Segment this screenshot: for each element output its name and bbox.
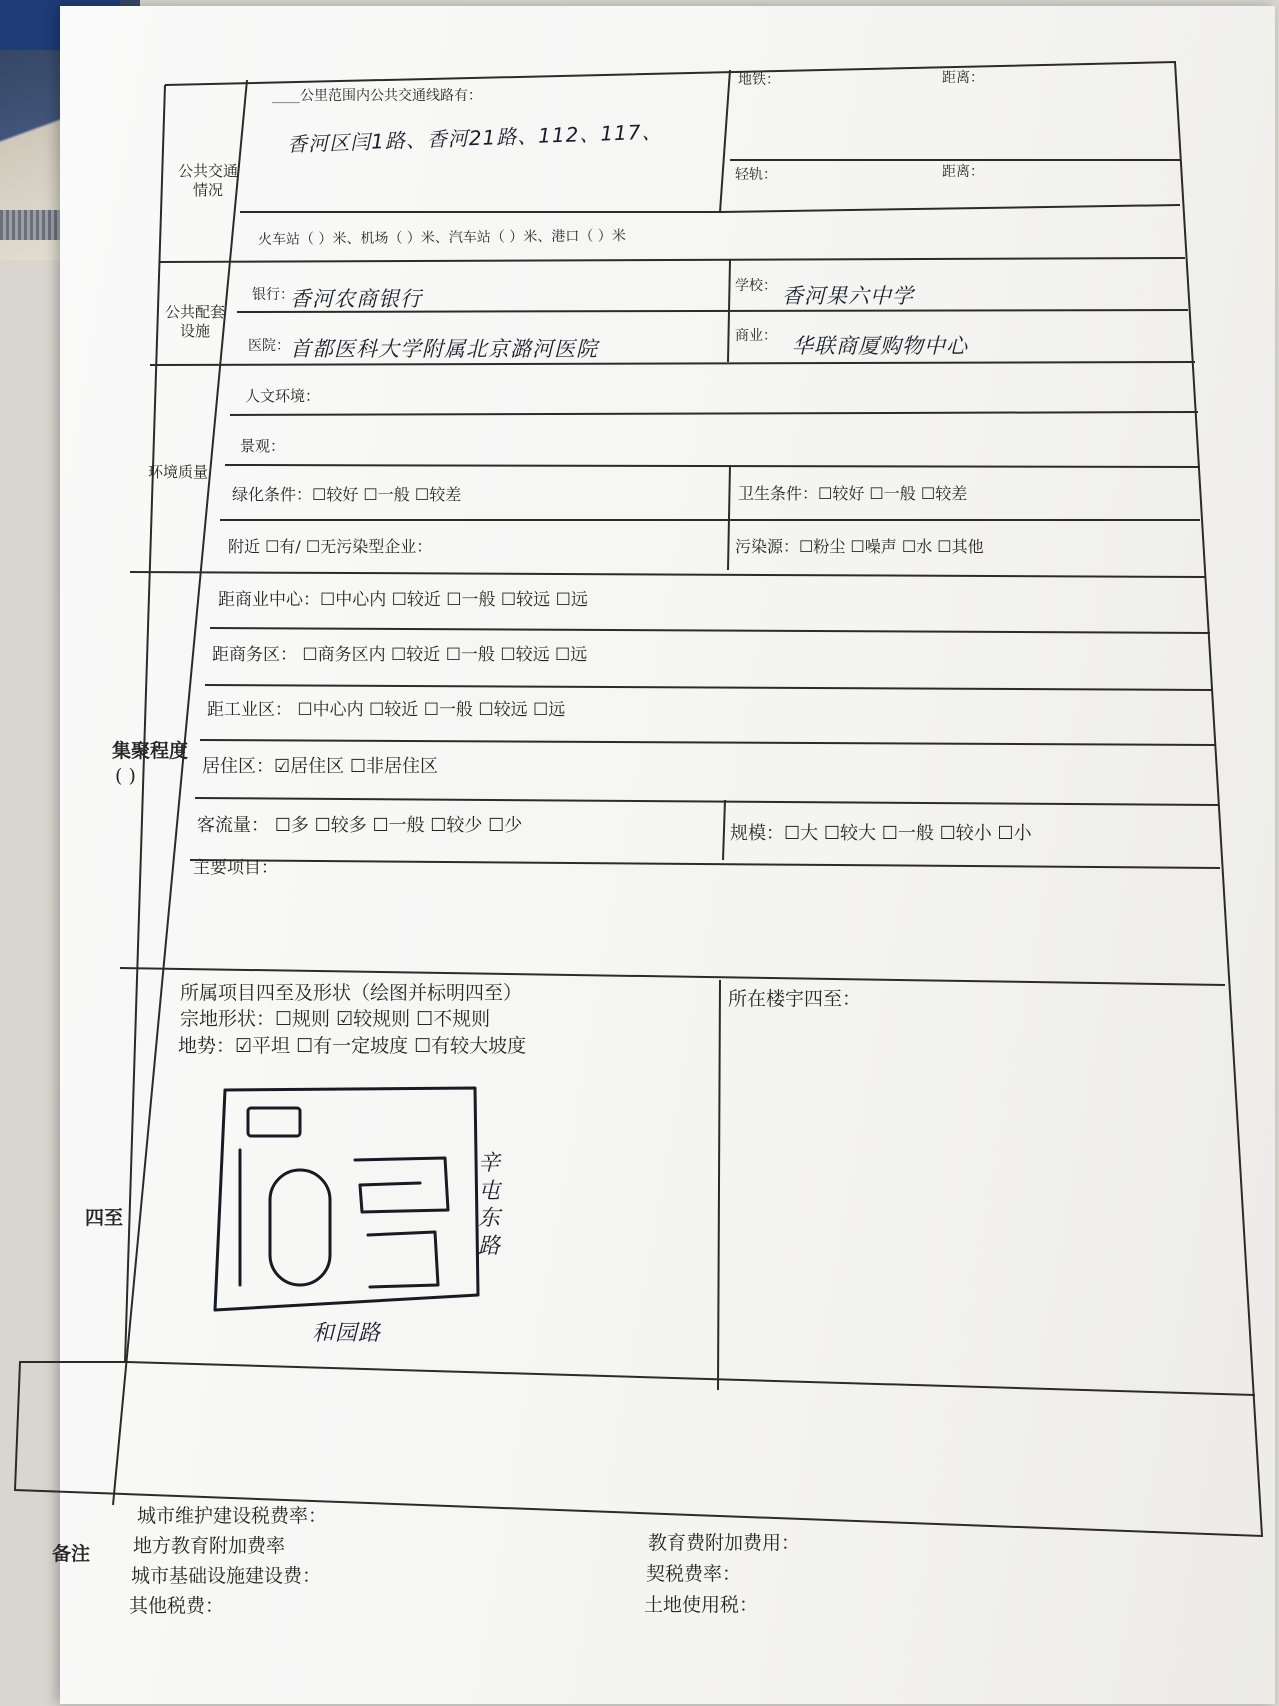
land-shape: 宗地形状：☐规则 ☑较规则 ☐不规则	[180, 1008, 491, 1030]
school-value: 香河果六中学	[782, 284, 914, 308]
bank-value: 香河农商银行	[290, 287, 422, 311]
deed-tax-rate: 契税费率：	[646, 1563, 742, 1585]
urban-maintenance-tax: 城市维护建设税费率：	[137, 1505, 328, 1527]
traffic-flow: 客流量： ☐多 ☐较多 ☐一般 ☐较少 ☐少	[197, 815, 523, 836]
landscape-label: 景观：	[240, 437, 286, 455]
sketch-road-south: 和园路	[312, 1321, 382, 1346]
sanitation-condition: 卫生条件：☐较好 ☐一般 ☐较差	[738, 484, 968, 503]
stations-distance-line: 火车站（ ）米、机场（ ）米、汽车站（ ）米、港口（ ）米	[257, 228, 626, 248]
bus-lines-prefix: ____公里范围内公共交通线路有：	[272, 88, 482, 104]
subway-distance-label: 距离：	[942, 70, 984, 86]
scale: 规模：☐大 ☐较大 ☐一般 ☐较小 ☐小	[730, 823, 1032, 844]
section-label-environment: 环境质量	[148, 463, 209, 481]
sketch-building	[368, 1232, 438, 1287]
distance-business-district: 距商务区： ☐商务区内 ☐较近 ☐一般 ☐较远 ☐远	[212, 645, 588, 665]
pollution-source: 污染源：☐粉尘 ☐噪声 ☐水 ☐其他	[735, 537, 984, 556]
commerce-label: 商业：	[735, 328, 777, 344]
pollution-enterprise: 附近 ☐有/ ☐无污染型企业：	[228, 537, 433, 556]
agglomeration-bracket: ( )	[115, 765, 136, 787]
main-items: 主要项目：	[193, 858, 278, 878]
sketch-road-east: 辛屯东路	[478, 1151, 502, 1259]
section-label-transport: 公共交通情况	[178, 162, 239, 199]
distance-industrial-zone: 距工业区： ☐中心内 ☐较近 ☐一般 ☐较远 ☐远	[207, 700, 566, 720]
local-education-fee: 地方教育附加费率	[133, 1535, 286, 1557]
sketch-building	[248, 1108, 300, 1136]
sketch-building	[355, 1158, 448, 1212]
humanities-label: 人文环境：	[245, 387, 321, 405]
section-label-agglomeration: 集聚程度	[112, 740, 189, 762]
lightrail-label: 轻轨：	[735, 167, 777, 183]
residential-area: 居住区：☑居住区 ☐非居住区	[202, 756, 438, 777]
bus-lines-handwritten: 香河区闫1路、香河21路、112、117、	[286, 119, 663, 157]
urban-infrastructure-fee: 城市基础设施建设费：	[131, 1565, 322, 1587]
section-label-facilities: 公共配套设施	[165, 303, 226, 340]
greening-condition: 绿化条件：☐较好 ☐一般 ☐较差	[232, 485, 462, 504]
terrain: 地势：☑平坦 ☐有一定坡度 ☐有较大坡度	[178, 1035, 527, 1057]
section-label-remarks: 备注	[52, 1543, 91, 1565]
hospital-label: 医院：	[248, 338, 290, 354]
bank-label: 银行：	[252, 287, 294, 303]
site-sketch	[200, 1080, 520, 1350]
sketch-building	[270, 1170, 330, 1285]
boundaries-title: 所属项目四至及形状（绘图并标明四至）	[180, 982, 523, 1004]
lightrail-distance-label: 距离：	[942, 164, 984, 180]
subway-label: 地铁：	[738, 72, 780, 88]
commerce-value: 华联商厦购物中心	[792, 334, 968, 358]
education-surcharge: 教育费附加费用：	[648, 1532, 801, 1554]
section-label-boundaries: 四至	[85, 1207, 124, 1229]
school-label: 学校：	[735, 278, 777, 294]
building-boundaries-label: 所在楼宇四至：	[728, 988, 862, 1010]
distance-commercial-center: 距商业中心：☐中心内 ☐较近 ☐一般 ☐较远 ☐远	[218, 590, 588, 610]
hospital-value: 首都医科大学附属北京潞河医院	[290, 337, 598, 361]
other-taxes: 其他税费：	[129, 1595, 225, 1617]
land-use-tax: 土地使用税：	[644, 1594, 759, 1616]
